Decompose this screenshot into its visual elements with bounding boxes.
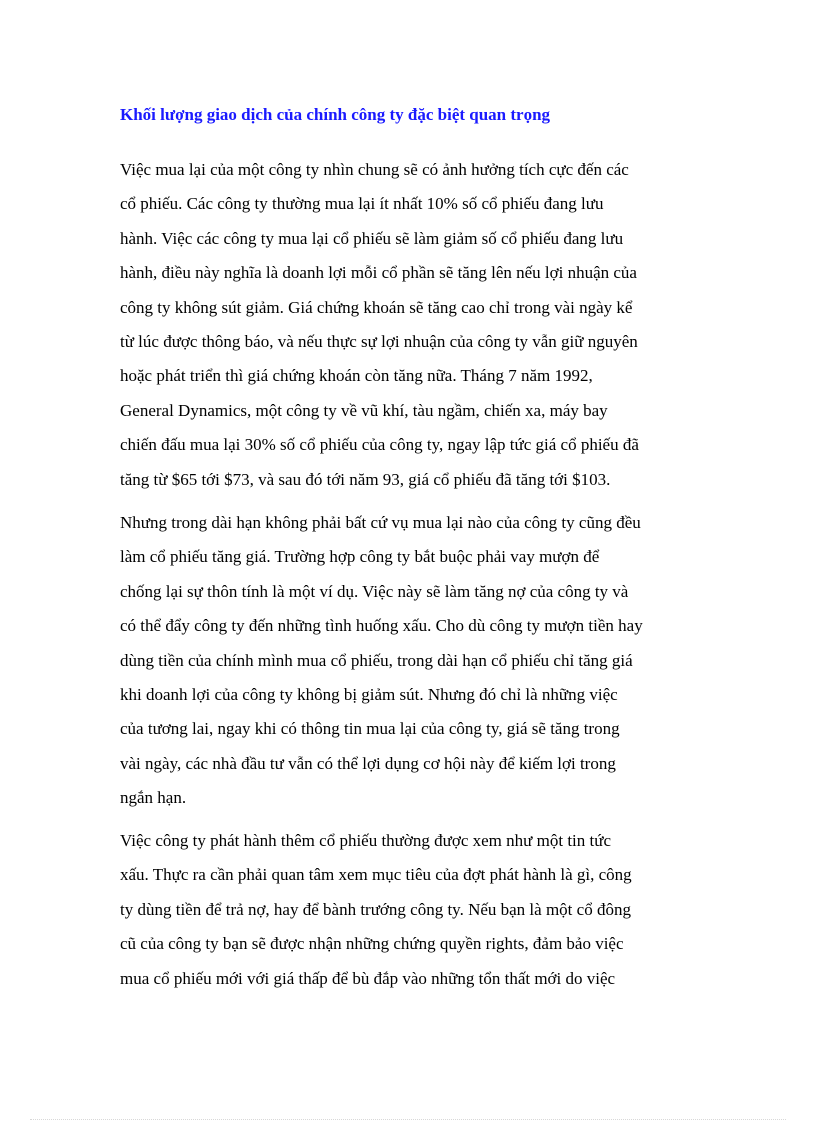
text-line: cổ phiếu. Các công ty thường mua lại ít nhất 10% số cổ phiếu đang lưu [120,194,604,214]
paragraph-1 [120,153,698,497]
text-line: General Dynamics, một công ty về vũ khí, tàu ngầm, chiến xa, máy bay [120,400,608,420]
text-line: dùng tiền của chính mình mua cổ phiếu, trong dài hạn cổ phiếu chỉ tăng giá [120,650,633,670]
text-line: làm cổ phiếu tăng giá. Trường hợp công ty bắt buộc phải vay mượn để [120,547,600,567]
text-line: mua cổ phiếu mới với giá thấp để bù đắp vào những tổn thất mới do việc [120,968,616,988]
text-line: ngắn hạn. [120,788,187,808]
text-line: ty dùng tiền để trả nợ, hay để bành trướng công ty. Nếu bạn là một cổ đông [120,899,631,919]
text-line: công ty không sút giảm. Giá chứng khoán sẽ tăng cao chỉ trong vài ngày kể [120,297,633,317]
text-line: Nhưng trong dài hạn không phải bất cứ vụ mua lại nào của công ty cũng đều [120,513,641,532]
text-line: Việc công ty phát hành thêm cổ phiếu thường được xem như một tin tức [120,831,611,850]
text-line: Việc mua lại của một công ty nhìn chung sẽ có ảnh hưởng tích cực đến các [120,160,629,179]
page-bottom-divider [30,1119,786,1120]
text-line: cũ của công ty bạn sẽ được nhận những chứng quyền rights, đảm bảo việc [120,934,624,954]
text-line: từ lúc được thông báo, và nếu thực sự lợi nhuận của công ty vẫn giữ nguyên [120,332,638,352]
text-line: tăng từ $65 tới $73, và sau đó tới năm 93, giá cổ phiếu đã tăng tới $103. [120,469,611,489]
text-line: hoặc phát triển thì giá chứng khoán còn tăng nữa. Tháng 7 năm 1992, [120,366,593,386]
paragraph-3 [120,824,698,996]
section-heading: Khối lượng giao dịch của chính công ty đặc biệt quan trọng [120,105,551,124]
text-line: hành, điều này nghĩa là doanh lợi mỗi cổ phần sẽ tăng lên nếu lợi nhuận của [120,263,637,283]
text-line: xấu. Thực ra cần phải quan tâm xem mục tiêu của đợt phát hành là gì, công [120,865,632,885]
text-line: chiến đấu mua lại 30% số cổ phiếu của công ty, ngay lập tức giá cổ phiếu đã [120,435,639,455]
text-line: của tương lai, ngay khi có thông tin mua lại của công ty, giá sẽ tăng trong [120,719,620,739]
text-line: chống lại sự thôn tính là một ví dụ. Việc này sẽ làm tăng nợ của công ty và [120,581,629,601]
text-line: có thể đẩy công ty đến những tình huống xấu. Cho dù công ty mượn tiền hay [120,616,643,636]
text-line: khi doanh lợi của công ty không bị giảm sút. Nhưng đó chỉ là những việc [120,685,618,705]
paragraph-2 [120,506,698,816]
text-line: hành. Việc các công ty mua lại cổ phiếu sẽ làm giảm số cổ phiếu đang lưu [120,228,624,248]
text-line: vài ngày, các nhà đầu tư vẫn có thể lợi dụng cơ hội này để kiếm lợi trong [120,753,616,773]
